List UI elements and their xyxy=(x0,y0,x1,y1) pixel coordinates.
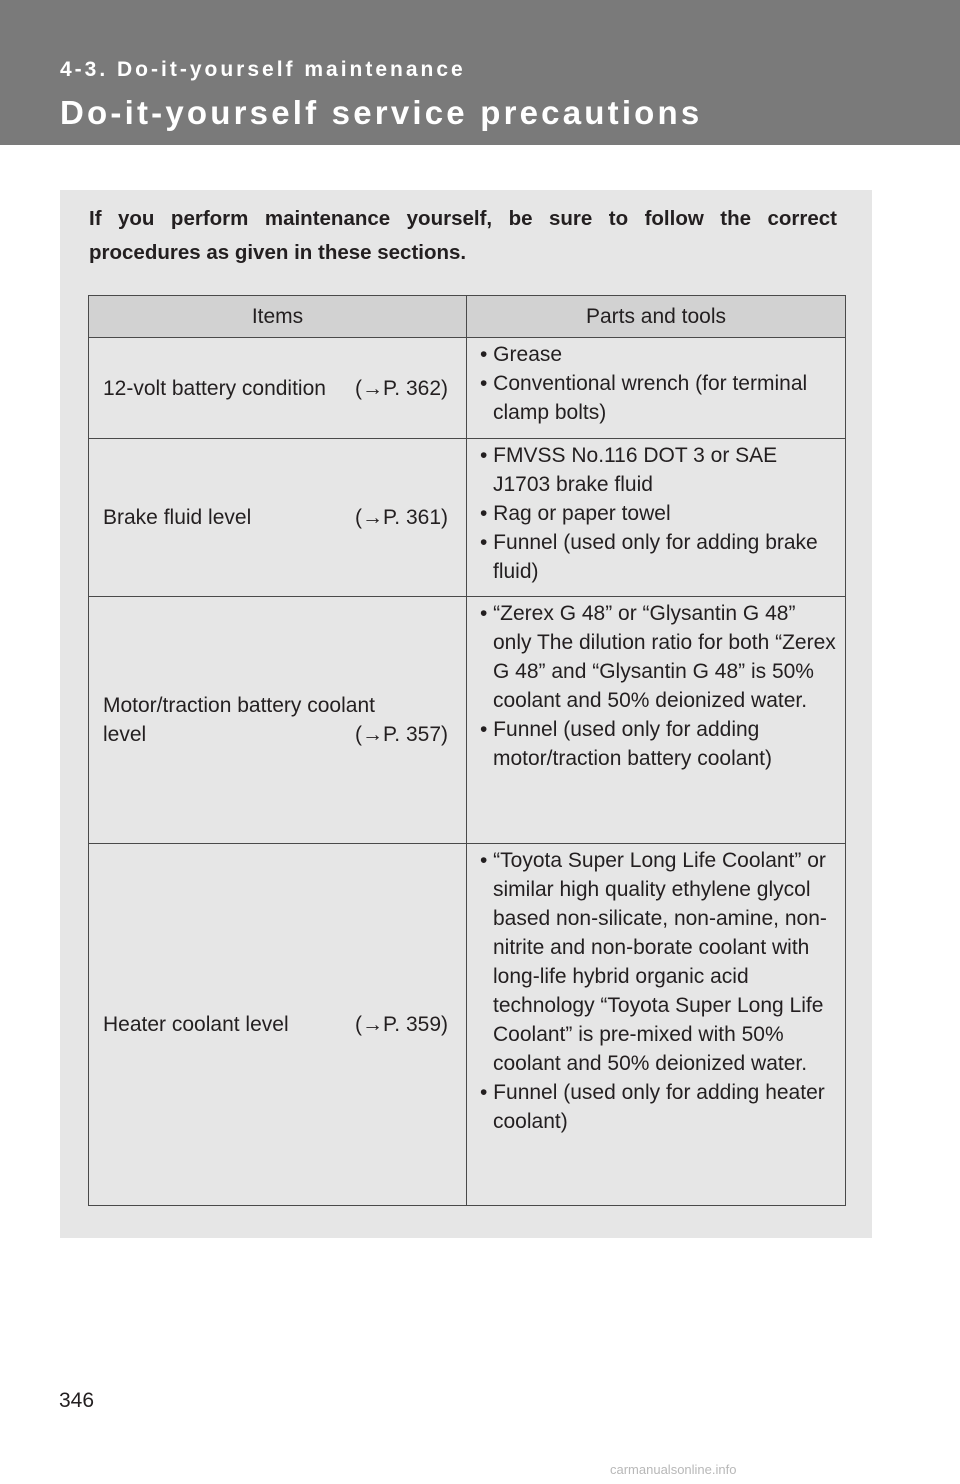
parts-cell xyxy=(467,597,846,844)
page-title: Do-it-yourself service precautions xyxy=(60,94,703,131)
maintenance-table xyxy=(88,295,846,1206)
parts-list-item: • Funnel (used only for adding heater coolant) xyxy=(480,1081,825,1133)
section-header xyxy=(0,0,960,145)
page-reference: (→P. 362) xyxy=(355,376,448,400)
parts-cell xyxy=(467,439,846,597)
parts-list-item: • Funnel (used only for adding motor/traction battery coolant) xyxy=(480,718,772,770)
item-text: level xyxy=(103,723,147,746)
item-label xyxy=(103,720,448,749)
page-number: 346 xyxy=(59,1389,95,1412)
header-parts-and-tools: Parts and tools xyxy=(467,296,846,338)
header-items: Items xyxy=(89,296,467,338)
parts-list xyxy=(480,340,839,427)
parts-list xyxy=(480,846,839,1136)
intro-text: If you perform maintenance yourself, be sure to follow the correct procedures as given in these sections. xyxy=(89,207,837,264)
item-text: Brake fluid level xyxy=(103,506,252,529)
parts-list-item: • “Toyota Super Long Life Coolant” or similar high quality ethylene glycol based non-silicate, non-amine, non-nitrite and non-borate coolant with long-life hybrid organic acid technology “Toyota Super Long Life Coolant” is pre-mixed with 50% coolant and 50% deionized water. xyxy=(480,849,827,1075)
page-reference: (→P. 361) xyxy=(355,506,448,529)
item-label xyxy=(103,503,448,532)
parts-cell xyxy=(467,844,846,1206)
watermark: carmanualsonline.info xyxy=(610,1462,737,1477)
parts-list-item: • “Zerex G 48” or “Glysantin G 48” only The dilution ratio for both “Zerex G 48” and “Glysantin G 48” is 50% coolant and 50% deionized water. xyxy=(480,602,836,712)
table-row xyxy=(89,597,846,844)
page-reference: (→P. 357) xyxy=(355,723,448,746)
item-label xyxy=(103,374,448,403)
parts-list xyxy=(480,441,839,586)
table-row xyxy=(89,439,846,597)
page-reference: (→P. 359) xyxy=(355,1013,448,1036)
parts-list-item: • FMVSS No.116 DOT 3 or SAE J1703 brake fluid xyxy=(480,444,778,496)
item-text: 12-volt battery condition xyxy=(103,376,326,400)
item-text: Heater coolant level xyxy=(103,1013,289,1036)
item-label xyxy=(103,1010,448,1039)
item-cell xyxy=(89,597,467,844)
item-cell xyxy=(89,439,467,597)
table-header-row xyxy=(89,296,846,338)
parts-cell xyxy=(467,338,846,439)
item-cell xyxy=(89,844,467,1206)
parts-list-item: • Grease xyxy=(480,343,563,366)
section-label: 4-3. Do-it-yourself maintenance xyxy=(60,58,466,81)
parts-list-item: • Funnel (used only for adding brake fluid) xyxy=(480,531,818,583)
parts-list xyxy=(480,599,839,773)
parts-list-item: • Conventional wrench (for terminal clamp bolts) xyxy=(480,372,808,424)
table-body xyxy=(89,338,846,1206)
item-label: Motor/traction battery coolant xyxy=(103,694,375,717)
item-cell xyxy=(89,338,467,439)
parts-list-item: • Rag or paper towel xyxy=(480,502,671,525)
table-row xyxy=(89,844,846,1206)
table-row xyxy=(89,338,846,439)
